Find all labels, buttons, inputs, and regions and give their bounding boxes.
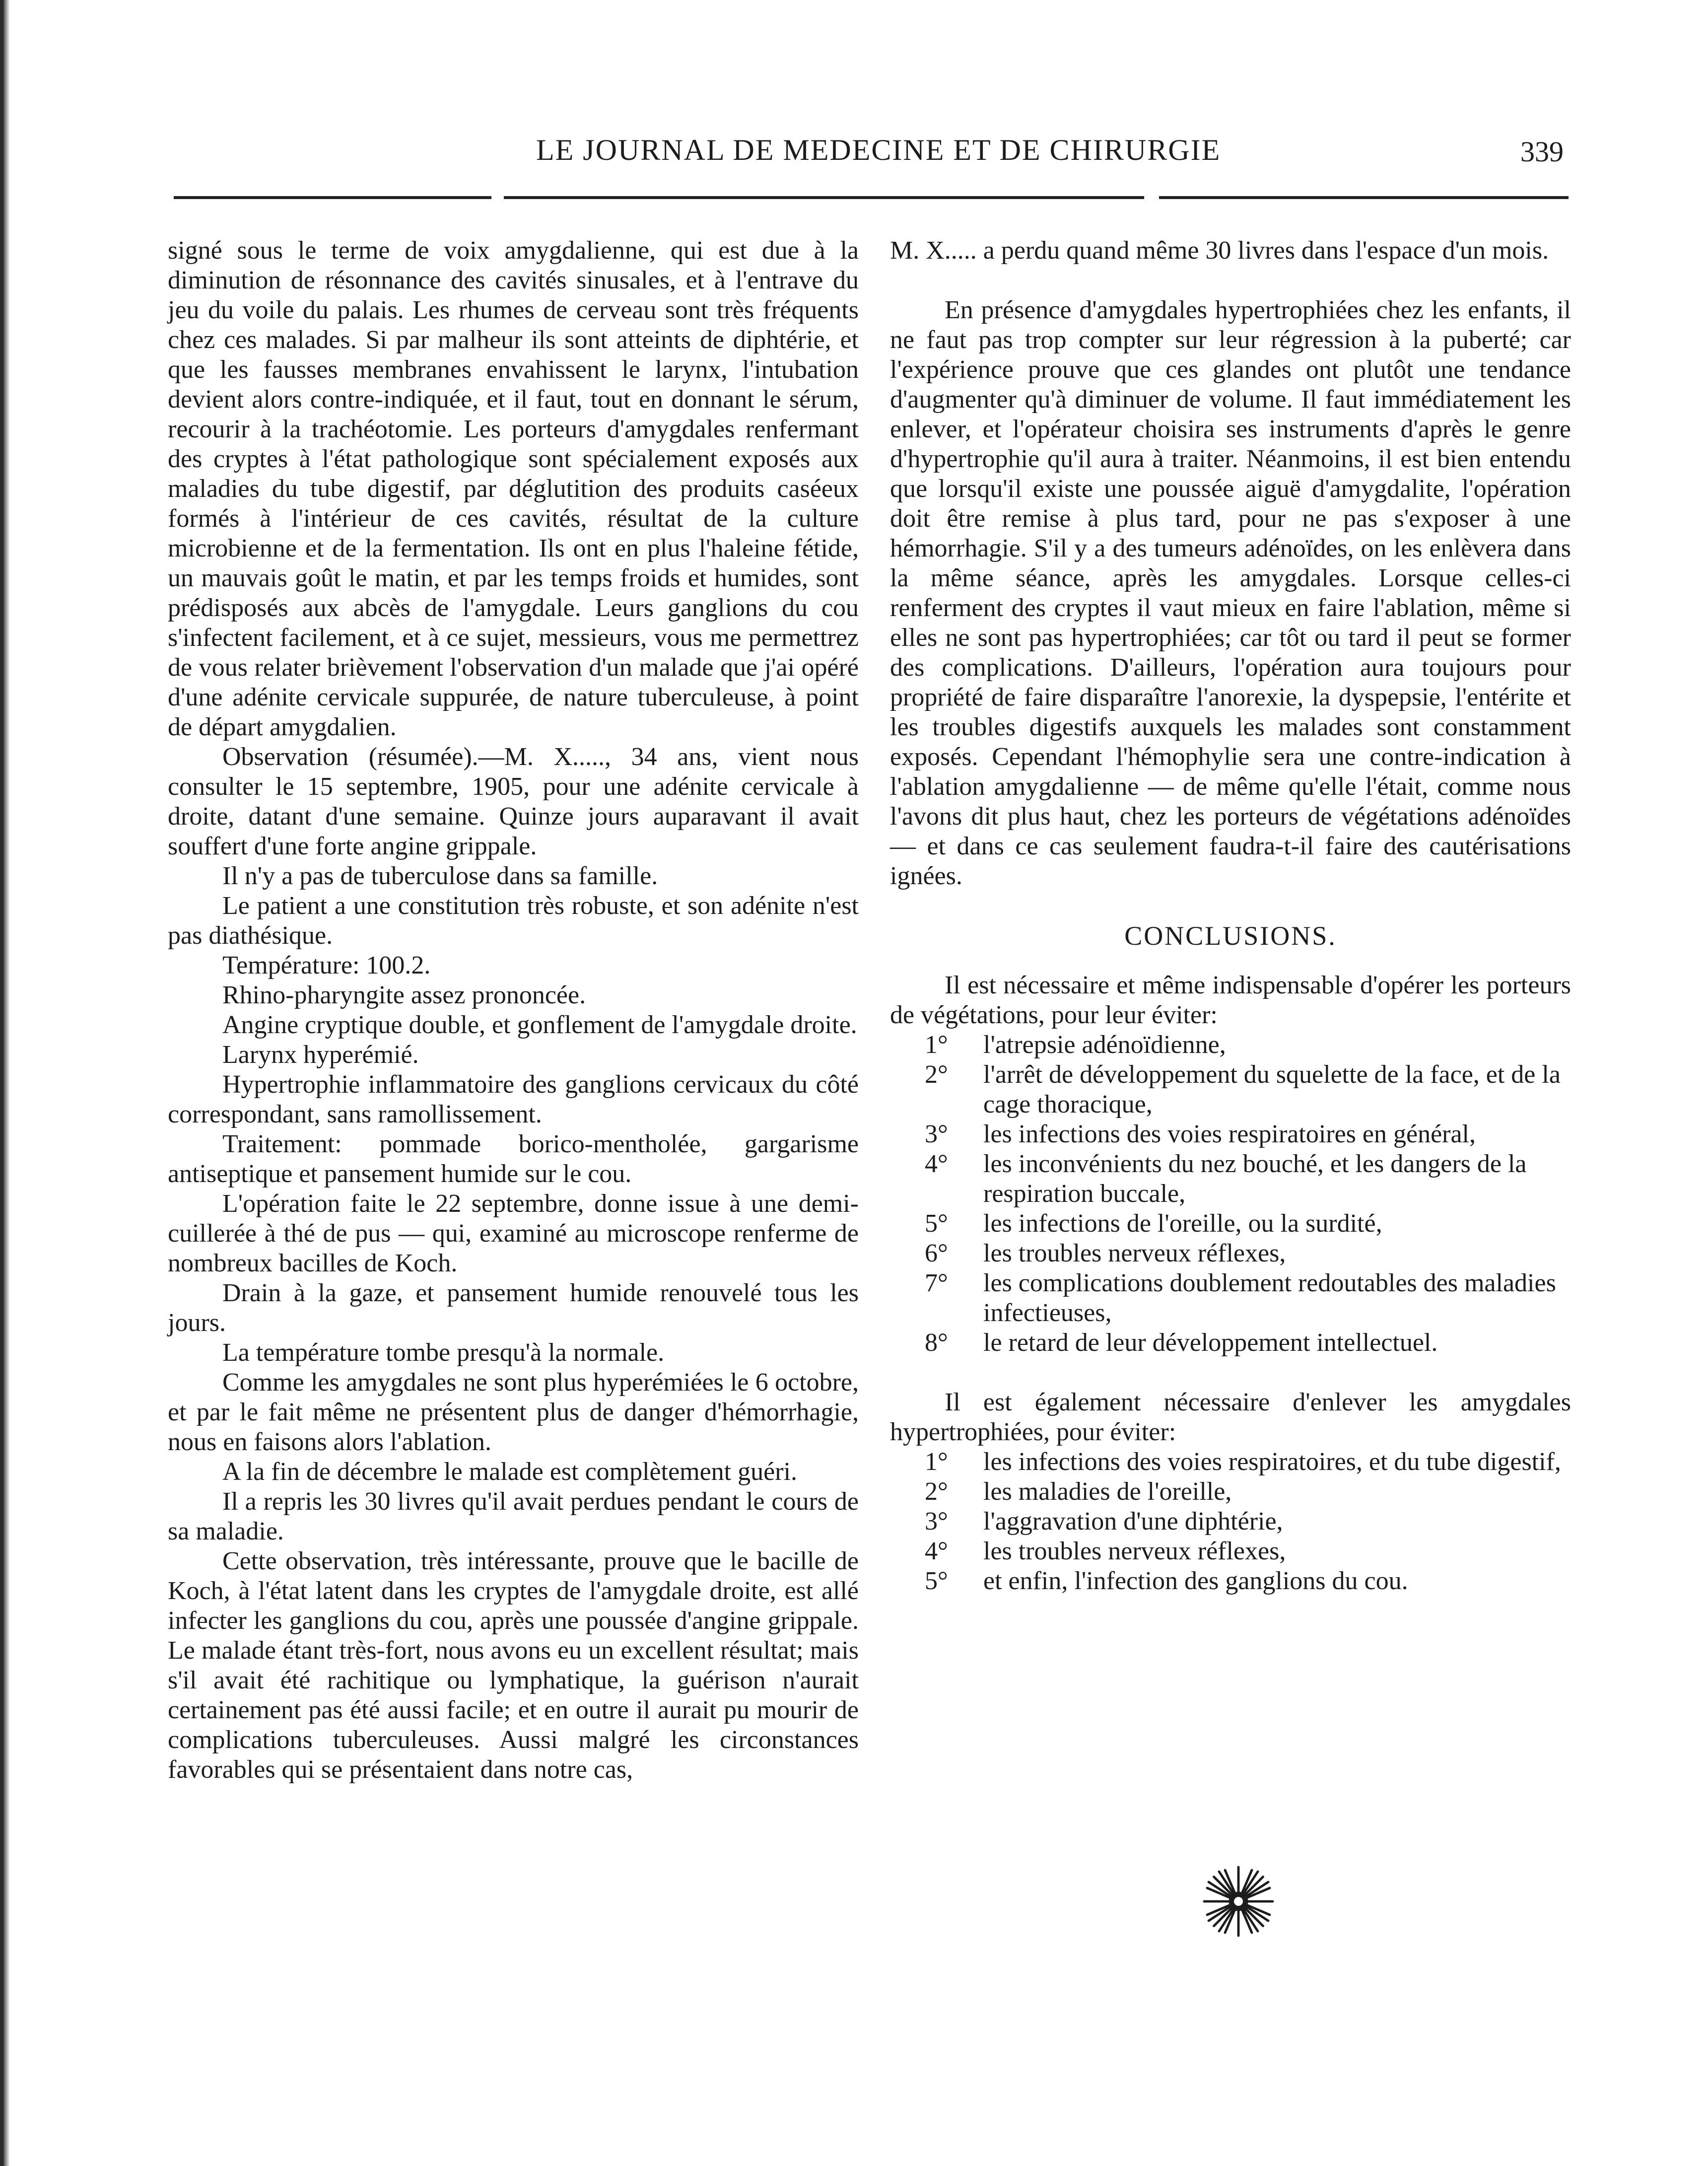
paragraph: signé sous le terme de voix amygdalienne, qui est due à la diminution de résonnance des cavités sinusales, et à l'entrave du jeu du voile du palais. Les rhumes de cerveau sont très fréquents chez ces malades. Si par malheur ils sont atteints de diphtérie, et que les fausses membranes envahissent le larynx, l'intubation devient alors contre-indiquée, et il faut, tout en donnant le sérum, recourir à la trachéotomie. Les porteurs d'amygdales renfermant des cryptes à l'état pathologique sont spécialement exposés aux maladies du tube digestif, par déglutition des produits caséeux formés à l'intérieur de ces cavités, résultat de la culture microbienne et de la fermentation. Ils ont en plus l'haleine fétide, un mauvais goût le matin, et par les temps froids et humides, sont prédisposés aux abcès de l'amygdale. Leurs ganglions du cou s'infectent facilement, et à ce sujet, messieurs, vous me permettrez de vous relater brièvement l'observation d'un malade que j'ai opéré d'une adénite cervicale suppurée, de nature tuberculeuse, à point de départ amygdalien. bbox=[168, 236, 859, 741]
paragraph: Température: 100.2. bbox=[222, 951, 431, 979]
list-item bbox=[890, 1477, 1571, 1507]
list-number: 5° bbox=[925, 1567, 948, 1595]
paragraph: Le patient a une constitution très robuste, et son adénite n'est pas diathésique. bbox=[168, 892, 859, 950]
list-text: les troubles nerveux réflexes, bbox=[983, 1537, 1286, 1565]
list-number: 3° bbox=[925, 1120, 948, 1148]
paragraph: L'opération faite le 22 septembre, donne issue à une demi-cuillerée à thé de pus — qui, examiné au microscope renferme de nombreux bacilles de Koch. bbox=[168, 1189, 859, 1277]
list-item bbox=[890, 1507, 1571, 1537]
paragraph: La température tombe presqu'à la normale. bbox=[222, 1338, 665, 1367]
list-text: les maladies de l'oreille, bbox=[983, 1477, 1232, 1506]
list-item bbox=[890, 1537, 1571, 1566]
page-header bbox=[536, 133, 1564, 178]
list-number: 7° bbox=[925, 1269, 948, 1297]
list-text: le retard de leur développement intellectuel. bbox=[983, 1328, 1438, 1357]
right-column bbox=[890, 236, 1571, 1596]
list-item bbox=[890, 1328, 1571, 1358]
paragraph: Hypertrophie inflammatoire des ganglions cervicaux du côté correspondant, sans ramollissement. bbox=[168, 1070, 859, 1128]
list-number: 4° bbox=[925, 1537, 948, 1565]
list-text: et enfin, l'infection des ganglions du cou. bbox=[983, 1567, 1408, 1595]
page-number: 339 bbox=[1520, 136, 1564, 168]
paragraph: Drain à la gaze, et pansement humide renouvelé tous les jours. bbox=[168, 1279, 859, 1337]
list-text: les infections des voies respiratoires, et du tube digestif, bbox=[983, 1448, 1561, 1476]
conclusion-intro: Il est également nécessaire d'enlever les amygdales hypertrophiées, pour éviter: bbox=[890, 1388, 1571, 1446]
header-rule-center bbox=[504, 196, 1144, 199]
paragraph: A la fin de décembre le malade est complètement guéri. bbox=[222, 1458, 797, 1486]
paragraph: Il a repris les 30 livres qu'il avait perdues pendant le cours de sa maladie. bbox=[168, 1487, 859, 1545]
header-rule-left bbox=[174, 196, 491, 199]
paragraph: Traitement: pommade borico-mentholée, gargarisme antiseptique et pansement humide sur le cou. bbox=[168, 1130, 859, 1188]
list-text: les troubles nerveux réflexes, bbox=[983, 1239, 1286, 1267]
paragraph: En présence d'amygdales hypertrophiées chez les enfants, il ne faut pas trop compter sur leur régression à la puberté; car l'expérience prouve que ces glandes ont plutôt une tendance d'augmenter qu'à diminuer de volume. Il faut immédiatement les enlever, et l'opérateur choisira ses instruments d'après le genre d'hypertrophie qu'il aura à traiter. Néanmoins, il est bien entendu que lorsqu'il existe une poussée aiguë d'amygdalite, l'opération doit être remise à plus tard, pour ne pas s'exposer à une hémorrhagie. S'il y a des tumeurs adénoïdes, on les enlèvera dans la même séance, après les amygdales. Lorsque celles-ci renferment des cryptes il vaut mieux en faire l'ablation, même si elles ne sont pas hypertrophiées; car tôt ou tard il peut se former des complications. D'ailleurs, l'opération aura toujours pour propriété de faire disparaître l'anorexie, la dyspepsie, l'entérite et les troubles digestifs auxquels les malades sont constamment exposés. Cependant l'hémophylie sera une contre-indication à l'ablation amygdalienne — de même qu'elle l'était, comme nous l'avons dit plus haut, chez les porteurs de végétations adénoïdes — et dans ce cas seulement faudra-t-il faire des cautérisations ignées. bbox=[890, 296, 1571, 890]
paragraph: Cette observation, très intéressante, prouve que le bacille de Koch, à l'état latent dans les cryptes de l'amygdale droite, est allé infecter les ganglions du cou, après une poussée d'angine grippale. Le malade étant très-fort, nous avons eu un excellent résultat; mais s'il avait été rachitique ou lymphatique, la guérison n'aurait certainement pas été aussi facile; et en outre il aurait pu mourir de complications tuberculeuses. Aussi malgré les circonstances favorables qui se présentaient dans notre cas, bbox=[168, 1547, 859, 1784]
list-item bbox=[890, 1149, 1571, 1209]
list-number: 5° bbox=[925, 1209, 948, 1238]
continuation-paragraph: M. X..... a perdu quand même 30 livres dans l'espace d'un mois. bbox=[890, 236, 1549, 265]
list-item bbox=[890, 1209, 1571, 1239]
conclusion-list bbox=[890, 1447, 1571, 1596]
conclusion-intro: Il est nécessaire et même indispensable d'opérer les porteurs de végétations, pour leur éviter: bbox=[890, 971, 1571, 1029]
list-number: 4° bbox=[925, 1150, 948, 1178]
list-number: 3° bbox=[925, 1507, 948, 1536]
starburst-ornament-icon bbox=[1201, 1864, 1276, 1939]
list-number: 6° bbox=[925, 1239, 948, 1267]
running-title: LE JOURNAL DE MEDECINE ET DE CHIRURGIE bbox=[536, 134, 1221, 166]
list-text: l'arrêt de développement du squelette de la face, et de la cage thoracique, bbox=[983, 1060, 1561, 1118]
list-text: les complications doublement redoutables des maladies infectieuses, bbox=[983, 1269, 1556, 1327]
list-number: 1° bbox=[925, 1448, 948, 1476]
list-number: 2° bbox=[925, 1060, 948, 1089]
observation-paragraph: Observation (résumée).—M. X....., 34 ans, vient nous consulter le 15 septembre, 1905, pour une adénite cervicale à droite, datant d'une semaine. Quinze jours auparavant il avait souffert d'une forte angine grippale. bbox=[168, 743, 859, 860]
paragraph: Angine cryptique double, et gonflement de l'amygdale droite. bbox=[222, 1011, 857, 1039]
paragraph: Larynx hyperémié. bbox=[222, 1041, 419, 1069]
conclusions-heading: CONCLUSIONS. bbox=[1124, 921, 1337, 951]
conclusion-list bbox=[890, 1030, 1571, 1358]
list-item bbox=[890, 1239, 1571, 1268]
list-number: 1° bbox=[925, 1031, 948, 1059]
list-item bbox=[890, 1566, 1571, 1596]
paragraph: Rhino-pharyngite assez prononcée. bbox=[222, 981, 586, 1009]
list-text: l'aggravation d'une diphtérie, bbox=[983, 1507, 1283, 1536]
header-rule-right bbox=[1159, 196, 1569, 199]
list-item bbox=[890, 1447, 1571, 1477]
list-text: l'atrepsie adénoïdienne, bbox=[983, 1031, 1226, 1059]
left-column bbox=[168, 236, 859, 1785]
list-text: les infections de l'oreille, ou la surdité, bbox=[983, 1209, 1382, 1238]
list-item bbox=[890, 1119, 1571, 1149]
list-number: 2° bbox=[925, 1477, 948, 1506]
list-text: les infections des voies respiratoires en général, bbox=[983, 1120, 1476, 1148]
list-text: les inconvénients du nez bouché, et les dangers de la respiration buccale, bbox=[983, 1150, 1527, 1208]
list-item bbox=[890, 1268, 1571, 1328]
paragraph: Comme les amygdales ne sont plus hyperémiées le 6 octobre, et par le fait même ne présentent plus de danger d'hémorrhagie, nous en faisons alors l'ablation. bbox=[168, 1368, 859, 1456]
scan-edge-shadow bbox=[0, 0, 10, 2166]
list-item bbox=[890, 1030, 1571, 1060]
list-number: 8° bbox=[925, 1328, 948, 1357]
list-item bbox=[890, 1060, 1571, 1119]
paragraph: Il n'y a pas de tuberculose dans sa famille. bbox=[222, 862, 658, 890]
